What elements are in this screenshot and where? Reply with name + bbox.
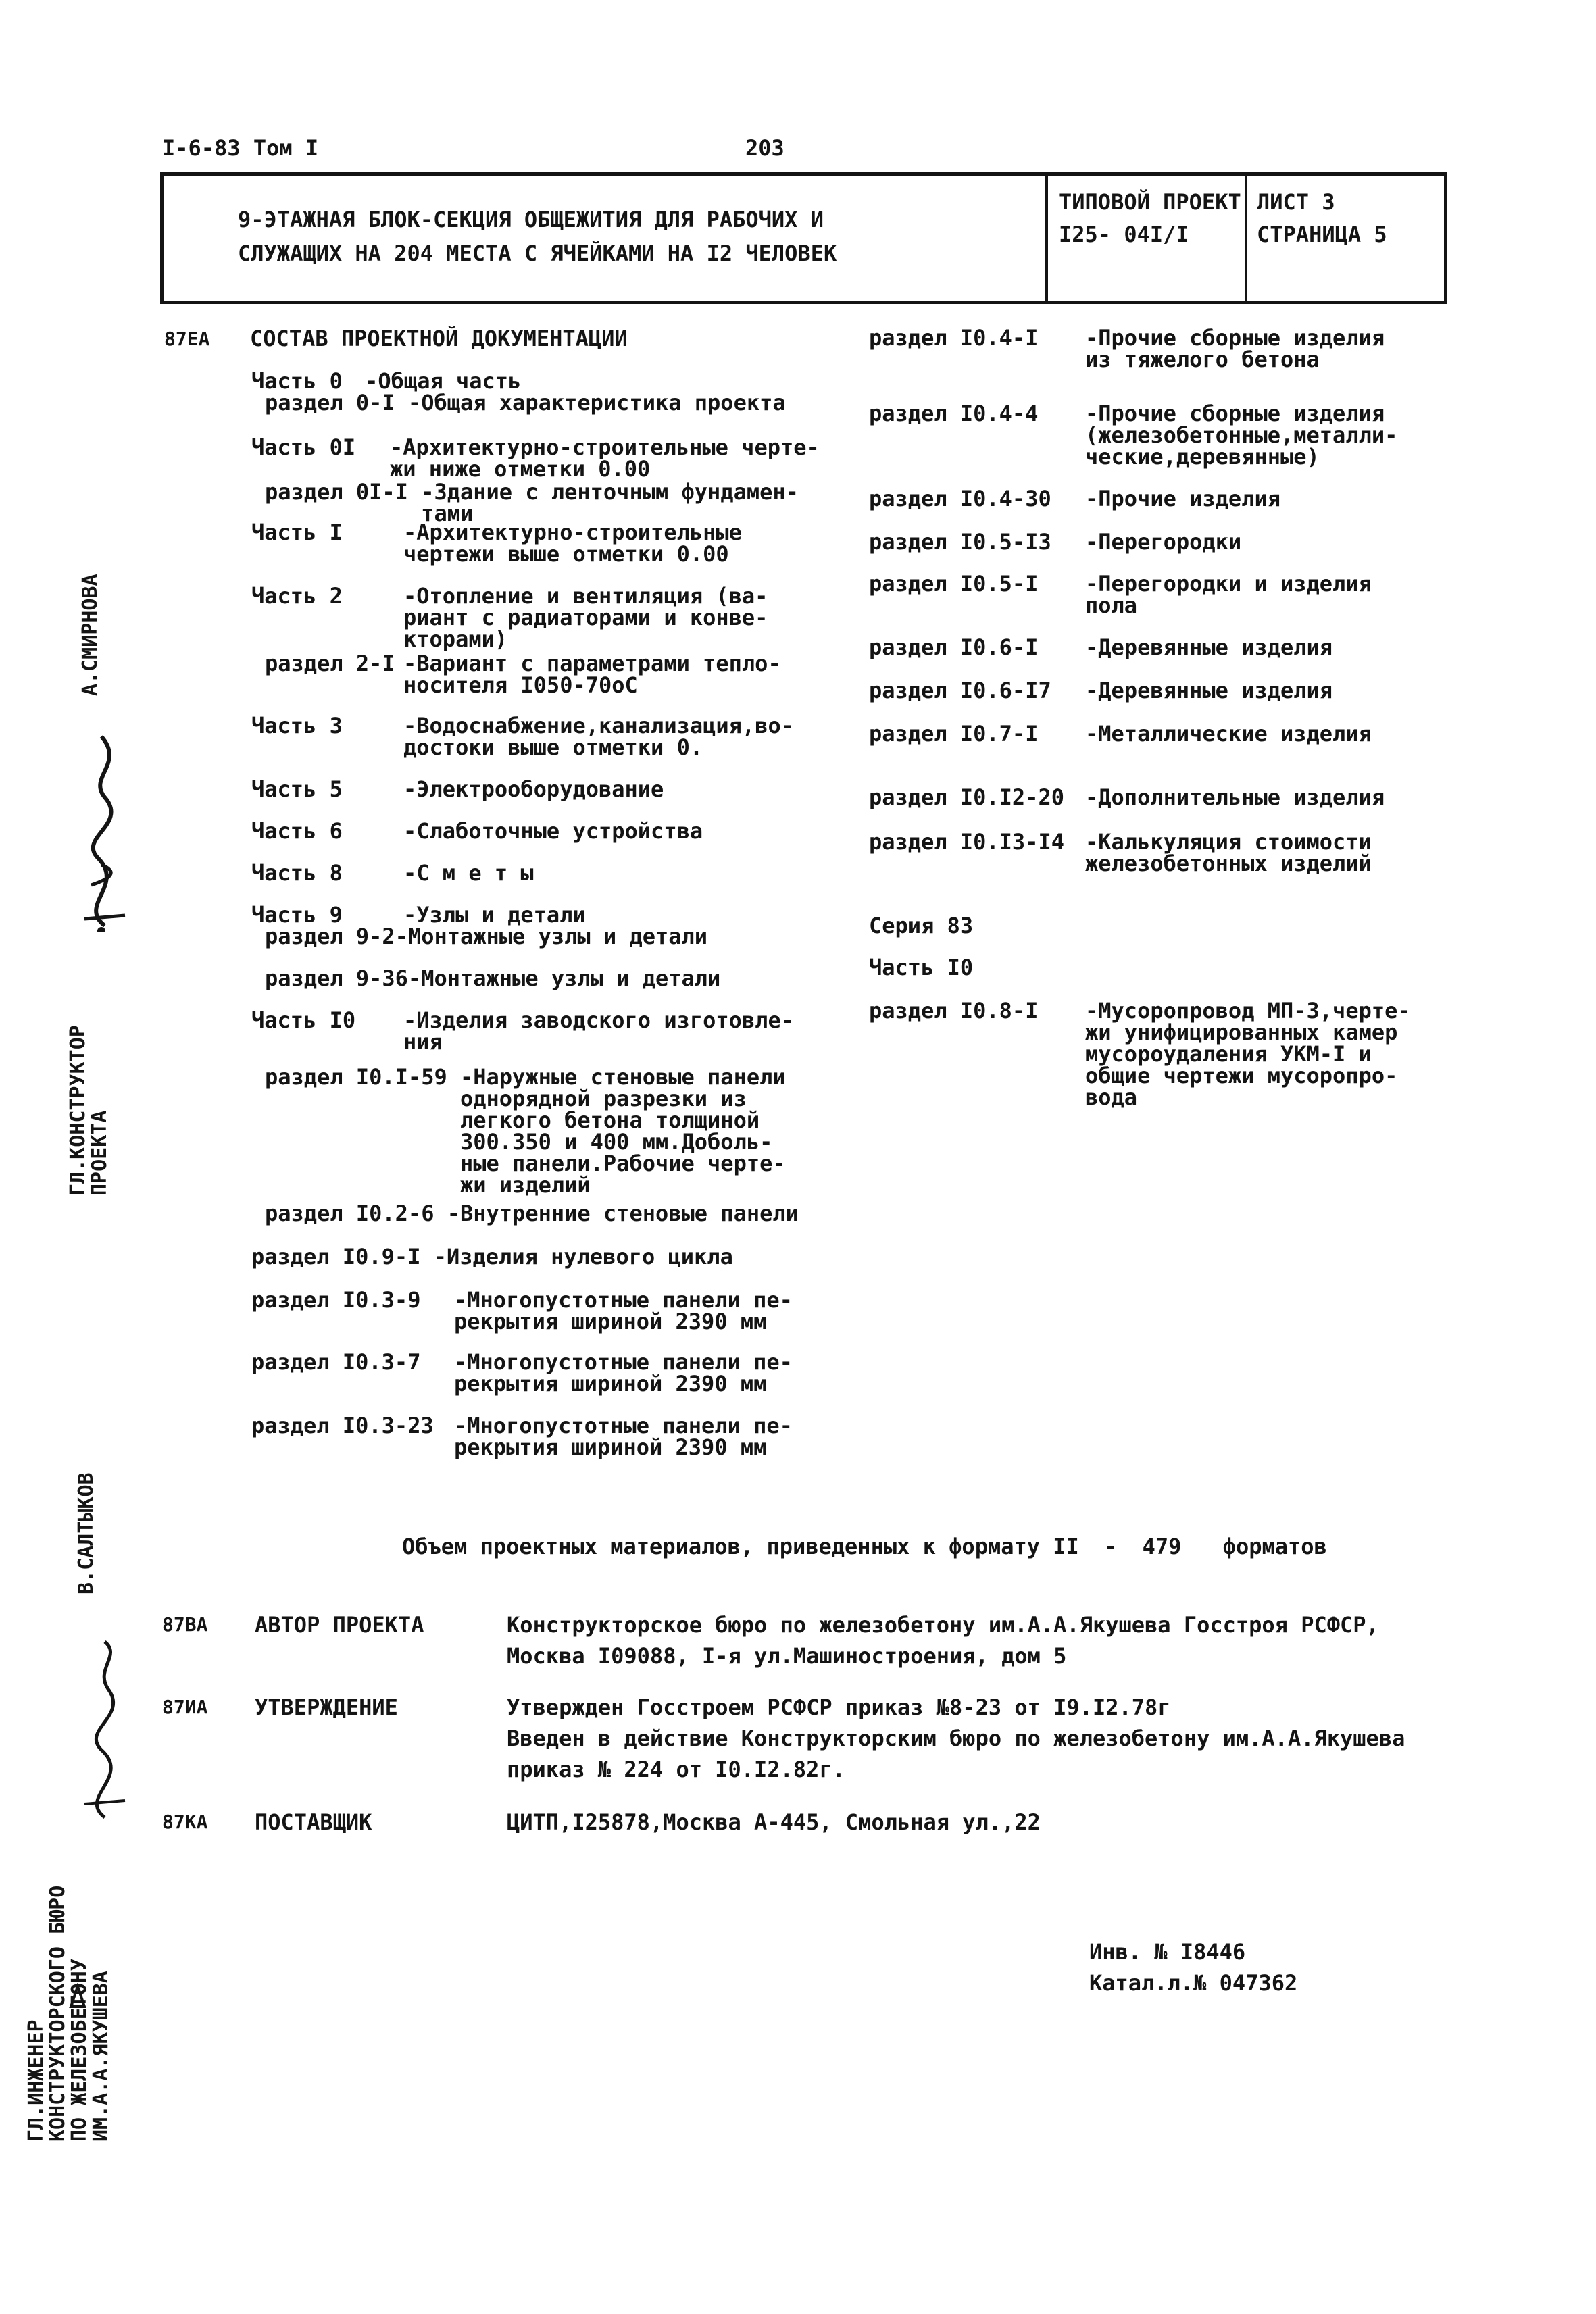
list-item: [265, 390, 786, 416]
list-item: [251, 370, 521, 392]
title-block: [160, 172, 1447, 304]
item-id: раздел I0.5-I: [869, 571, 1039, 597]
list-item: [869, 573, 1372, 616]
list-item: [869, 831, 1372, 874]
item-description: -Вариант с параметрами тепло- носителя I050-70оС: [403, 651, 781, 698]
title-line-2: СЛУЖАЩИХ НА 204 МЕСТА С ЯЧЕЙКАМИ НА I2 ЧЕЛОВЕК: [238, 241, 837, 266]
volume-dash: -: [1104, 1534, 1118, 1559]
inventory-number: Инв. № I8446: [1089, 1939, 1246, 1965]
item-description: -Многопустотные панели пе- рекрытия шириной 2390 мм: [454, 1287, 793, 1334]
info-code: 87ИА: [162, 1696, 208, 1718]
composition-heading: СОСТАВ ПРОЕКТНОЙ ДОКУМЕНТАЦИИ: [250, 326, 628, 351]
item-id: раздел 9-2: [265, 924, 395, 949]
item-id: раздел 0I-I: [265, 479, 408, 505]
item-description: -Электрооборудование: [403, 776, 664, 802]
list-item: [869, 723, 1372, 745]
list-item: [251, 778, 664, 800]
item-id: раздел I0.6-I7: [869, 678, 1051, 703]
item-description: -Слаботочные устройства: [403, 818, 703, 844]
item-id: Часть I0: [251, 1007, 356, 1033]
item-description: -Водоснабжение,канализация,во- достоки выше отметки 0.: [403, 713, 794, 760]
item-description: -Многопустотные панели пе- рекрытия шириной 2390 мм: [454, 1413, 793, 1460]
item-id: раздел I0.3-23: [251, 1413, 434, 1438]
project-number: I25- 04I/I: [1059, 222, 1189, 247]
item-id: Часть 5: [251, 776, 343, 802]
item-description: -Мусоропровод МП-3,черте- жи унифицированных камер мусороудаления УКМ-I и общие чертежи мусоропро- вода: [1085, 998, 1411, 1110]
list-item: [265, 1203, 799, 1224]
item-description: -Монтажные узлы и детали: [395, 924, 708, 949]
list-item: [265, 481, 799, 524]
item-id: раздел I0.4-I: [869, 325, 1039, 351]
list-item: [265, 926, 707, 947]
volume-line: [402, 1535, 1327, 1558]
list-item: [869, 531, 1241, 553]
item-id: раздел I0.9-I: [251, 1244, 421, 1269]
item-id: раздел I0.5-I3: [869, 529, 1051, 555]
item-id: Часть I: [251, 520, 343, 545]
item-id: Часть 2: [251, 583, 343, 609]
item-description: -С м е т ы: [403, 860, 534, 886]
item-description: -Деревянные изделия: [1085, 634, 1333, 660]
list-item: [251, 1009, 794, 1053]
margin-chief-constructor: ГЛ.КОНСТРУКТОР ПРОЕКТА: [66, 1025, 111, 1196]
list-item: [869, 636, 1332, 658]
list-item: [265, 1066, 786, 1196]
info-line: Конструкторское бюро по железобетону им.А.А.Якушева Госстроя РСФСР,: [507, 1612, 1379, 1638]
item-description: -Узлы и детали: [403, 902, 586, 928]
list-item: [869, 488, 1280, 509]
info-label: УТВЕРЖДЕНИЕ: [255, 1694, 398, 1720]
title-line-1: 9-ЭТАЖНАЯ БЛОК-СЕКЦИЯ ОБЩЕЖИТИЯ ДЛЯ РАБОЧИХ И: [238, 207, 824, 232]
info-label: ПОСТАВЩИК: [255, 1809, 372, 1835]
list-item: [251, 1289, 793, 1332]
series-part: Часть I0: [869, 955, 974, 980]
item-id: раздел I0.3-9: [251, 1287, 421, 1313]
series-label: Серия 83: [869, 913, 974, 938]
item-id: раздел I0.8-I: [869, 998, 1039, 1024]
info-line: Москва I09088, I-я ул.Машиностроения, дом 5: [507, 1643, 1067, 1669]
item-id: раздел 9-36: [265, 965, 408, 991]
document-reference: I-6-83 Том I: [162, 135, 319, 161]
list-item: [251, 820, 703, 842]
page-label: СТРАНИЦА 5: [1257, 222, 1387, 247]
project-label: ТИПОВОЙ ПРОЕКТ: [1059, 189, 1241, 215]
item-description: -Деревянные изделия: [1085, 678, 1333, 703]
item-description: -Прочие изделия: [1085, 486, 1280, 511]
signature-2: [68, 1635, 142, 1824]
margin-chief-engineer: ГЛ.ИНЖЕНЕР КОНСТРУКТОРСКОГО БЮРО ПО ЖЕЛЕЗОБЕТОНУ ИМ.А.А.ЯКУШЕВА: [24, 1885, 113, 2142]
item-id: раздел 0-I: [265, 390, 395, 416]
signature-1: [64, 716, 145, 932]
item-id: Часть 9: [251, 902, 343, 928]
item-id: Часть 0I: [251, 434, 356, 460]
item-description: -Перегородки и изделия пола: [1085, 571, 1372, 618]
list-item: [869, 786, 1385, 808]
item-description: -Дополнительные изделия: [1085, 784, 1385, 810]
catalog-number: Катал.л.№ 047362: [1089, 1970, 1298, 1996]
list-item: [869, 680, 1332, 701]
item-id: раздел I0.4-30: [869, 486, 1051, 511]
item-id: раздел I0.I3-I4: [869, 829, 1064, 855]
item-id: раздел I0.3-7: [251, 1349, 421, 1375]
info-line: Утвержден Госстроем РСФСР приказ №8-23 от I9.I2.78г: [507, 1694, 1171, 1720]
title-divider-2: [1245, 176, 1247, 301]
list-item: [869, 1000, 1411, 1108]
item-description: -Прочие сборные изделия из тяжелого бетона: [1085, 325, 1385, 372]
info-line: ЦИТП,I25878,Москва А-445, Смольная ул.,22: [507, 1809, 1041, 1835]
list-item: [251, 1246, 733, 1267]
list-item: [251, 862, 534, 884]
item-id: раздел I0.6-I: [869, 634, 1039, 660]
title-divider-1: [1045, 176, 1048, 301]
item-id: раздел I0.4-4: [869, 401, 1039, 426]
item-id: раздел 2-I: [265, 651, 395, 676]
item-description: -Здание с ленточным фундамен- тами: [421, 479, 799, 526]
list-item: [251, 436, 820, 480]
item-description: -Архитектурно-строительные черте- жи ниже отметки 0.00: [390, 434, 820, 482]
item-id: Часть 0: [251, 368, 343, 394]
item-id: раздел I0.2-6: [265, 1201, 434, 1226]
volume-text: Объем проектных материалов, приведенных к формату II: [402, 1534, 1079, 1559]
item-description: -Общая характеристика проекта: [407, 390, 786, 416]
item-id: раздел I0.I2-20: [869, 784, 1064, 810]
info-code: 87ВА: [162, 1613, 208, 1636]
list-item: [251, 522, 742, 565]
info-line: Введен в действие Конструкторским бюро по железобетону им.А.А.Якушева: [507, 1726, 1405, 1751]
page-number: 203: [745, 135, 784, 161]
item-description: -Перегородки: [1085, 529, 1242, 555]
item-description: -Изделия нулевого цикла: [433, 1244, 733, 1269]
item-id: раздел I0.7-I: [869, 721, 1039, 747]
item-description: -Наружные стеновые панели однорядной разрезки из легкого бетона толщиной 300.350 и 400 мм.Доболь- ные панели.Рабочие черте- жи изделий: [459, 1064, 786, 1198]
volume-count: 479: [1142, 1534, 1182, 1559]
item-description: -Прочие сборные изделия (железобетонные,металли- ческие,деревянные): [1085, 401, 1398, 470]
info-code: 87КА: [162, 1811, 208, 1833]
item-description: -Калькуляция стоимости железобетонных изделий: [1085, 829, 1372, 876]
stamp-mark: [68, 1983, 88, 2010]
item-id: Часть 8: [251, 860, 343, 886]
item-description: -Общая часть: [365, 368, 522, 394]
item-id: раздел I0.I-59: [265, 1064, 447, 1090]
composition-code: 87ЕА: [164, 328, 210, 350]
list-item: [251, 1415, 793, 1458]
item-description: -Архитектурно-строительные чертежи выше отметки 0.00: [403, 520, 742, 567]
item-id: Часть 3: [251, 713, 343, 738]
margin-name-smirnova: А.СМИРНОВА: [78, 574, 102, 696]
list-item: [265, 967, 720, 989]
item-description: -Металлические изделия: [1085, 721, 1372, 747]
list-item: [869, 403, 1397, 468]
list-item: [251, 1349, 793, 1397]
item-description: -Отопление и вентиляция (ва- риант с радиаторами и конве- кторами): [403, 583, 768, 652]
list-item: [869, 327, 1385, 370]
sheet-label: ЛИСТ 3: [1257, 189, 1335, 215]
item-id: Часть 6: [251, 818, 343, 844]
list-item: [251, 904, 586, 926]
volume-unit: форматов: [1222, 1534, 1327, 1559]
info-label: АВТОР ПРОЕКТА: [255, 1612, 424, 1638]
item-description: -Монтажные узлы и детали: [407, 965, 721, 991]
list-item: [251, 715, 794, 758]
item-description: -Изделия заводского изготовле- ния: [403, 1007, 794, 1055]
list-item: [251, 585, 768, 650]
list-item: [265, 653, 781, 696]
info-line: приказ № 224 от I0.I2.82г.: [507, 1757, 845, 1782]
margin-name-saltykov: В.САЛТЫКОВ: [74, 1472, 98, 1594]
item-description: -Внутренние стеновые панели: [447, 1201, 799, 1226]
item-description: -Многопустотные панели пе- рекрытия шириной 2390 мм: [454, 1349, 793, 1397]
